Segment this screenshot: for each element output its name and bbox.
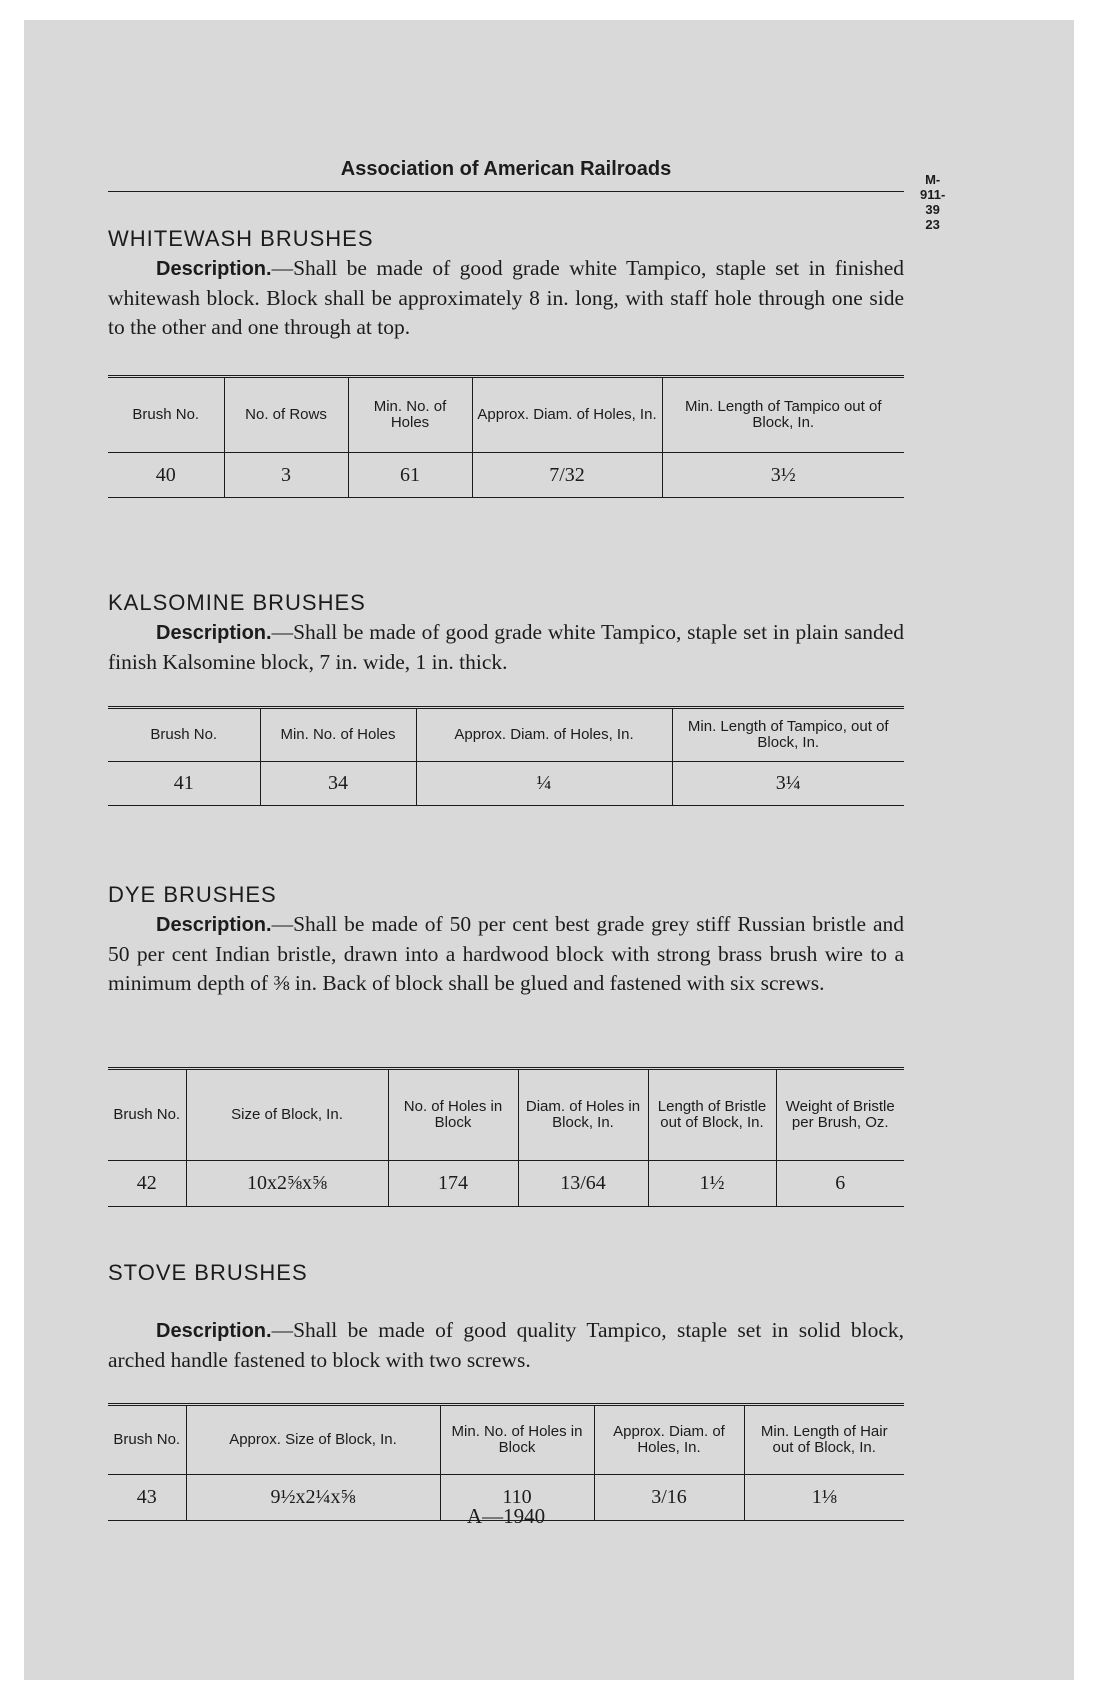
table-cell: 61: [348, 453, 472, 498]
section-title-kalsomine: KALSOMINE BRUSHES: [108, 590, 366, 615]
table-cell: 10x2⅝x⅝: [186, 1161, 388, 1207]
section-title-stove: STOVE BRUSHES: [108, 1260, 308, 1285]
table-whitewash: [108, 375, 904, 498]
description-text: —Shall be made of good quality Tampico, staple set in solid block, arched handle fastened to block with two screws.: [108, 1318, 904, 1372]
header-rule: [108, 191, 904, 192]
description-kalsomine: [108, 618, 904, 677]
description-dye: [108, 910, 904, 998]
table-kalsomine: [108, 706, 904, 806]
column-header: Brush No.: [108, 1405, 186, 1475]
column-header: Min. Length of Tampico, out of Block, In.: [672, 708, 904, 762]
description-label: Description.: [156, 1320, 272, 1342]
table-dye: [108, 1067, 904, 1207]
table-cell: 1½: [648, 1161, 776, 1207]
table-cell: 43: [136, 1486, 157, 1508]
description-text: —Shall be made of 50 per cent best grade grey stiff Russian bristle and 50 per cent Indian bristle, drawn into a hardwood block with strong brass brush wire to a minimum depth of ⅜ in. Back of block shall be glued and fastened with six screws.: [108, 912, 904, 995]
table-cell: 42: [136, 1172, 157, 1194]
column-header: Min. Length of Hair out of Block, In.: [744, 1405, 904, 1475]
table-cell: 3: [224, 453, 348, 498]
page-header-title: Association of American Railroads: [340, 158, 672, 180]
table-cell: 41: [173, 772, 194, 794]
section-title-whitewash: WHITEWASH BRUSHES: [108, 226, 374, 251]
column-header: Brush No.: [108, 1069, 186, 1161]
table-header-row: [108, 708, 904, 762]
document-code: [920, 172, 945, 232]
table-cell: 13/64: [518, 1161, 648, 1207]
table-cell: 7/32: [472, 453, 662, 498]
column-header: Approx. Diam. of Holes, In.: [594, 1405, 744, 1475]
column-header: Min. No. of Holes: [348, 377, 472, 453]
page-footer: A—1940: [466, 1504, 546, 1528]
table-cell: 1⅛: [744, 1475, 904, 1521]
column-header: Length of Bristle out of Block, In.: [648, 1069, 776, 1161]
description-text: —Shall be made of good grade white Tampico, staple set in finished whitewash block. Block shall be approximately 8 in. long, with staff hole through one side to the other and one through at top.: [108, 256, 904, 339]
column-header: Min. No. of Holes: [260, 708, 416, 762]
column-header: Min. No. of Holes in Block: [440, 1405, 594, 1475]
column-header: Min. Length of Tampico out of Block, In.: [662, 377, 904, 453]
table-row: [108, 453, 904, 498]
description-text: —Shall be made of good grade white Tampico, staple set in plain sanded finish Kalsomine block, 7 in. wide, 1 in. thick.: [108, 620, 904, 674]
column-header: Diam. of Holes in Block, In.: [518, 1069, 648, 1161]
column-header: Weight of Bristle per Brush, Oz.: [776, 1069, 904, 1161]
document-number: M-911-39: [920, 172, 946, 217]
section-title-dye: DYE BRUSHES: [108, 882, 277, 907]
table-cell: 174: [388, 1161, 518, 1207]
table-cell: 3¼: [672, 762, 904, 806]
table-row: [108, 762, 904, 806]
page-number: 23: [925, 217, 940, 232]
table-cell: 3½: [662, 453, 904, 498]
description-label: Description.: [156, 258, 272, 280]
table-header-row: [108, 377, 904, 453]
column-header: Approx. Diam. of Holes, In.: [416, 708, 672, 762]
table-row: [108, 1161, 904, 1207]
table-cell: 34: [260, 762, 416, 806]
table-header-row: [108, 1405, 904, 1475]
column-header: No. of Rows: [224, 377, 348, 453]
table-cell: ¼: [416, 762, 672, 806]
column-header: Approx. Diam. of Holes, In.: [472, 377, 662, 453]
column-header: Brush No.: [108, 708, 260, 762]
page-sheet: [24, 20, 1074, 1680]
column-header: No. of Holes in Block: [388, 1069, 518, 1161]
table-header-row: [108, 1069, 904, 1161]
description-whitewash: [108, 254, 904, 342]
description-label: Description.: [156, 914, 272, 936]
column-header: Size of Block, In.: [186, 1069, 388, 1161]
column-header: Brush No.: [108, 377, 224, 453]
table-cell: 3/16: [594, 1475, 744, 1521]
description-label: Description.: [156, 622, 272, 644]
table-cell: 110: [440, 1475, 594, 1521]
column-header: Approx. Size of Block, In.: [186, 1405, 440, 1475]
table-cell: 40: [155, 463, 176, 486]
table-cell: 6: [776, 1161, 904, 1207]
description-stove: [108, 1316, 904, 1375]
table-cell: 9½x2¼x⅝: [186, 1475, 440, 1521]
